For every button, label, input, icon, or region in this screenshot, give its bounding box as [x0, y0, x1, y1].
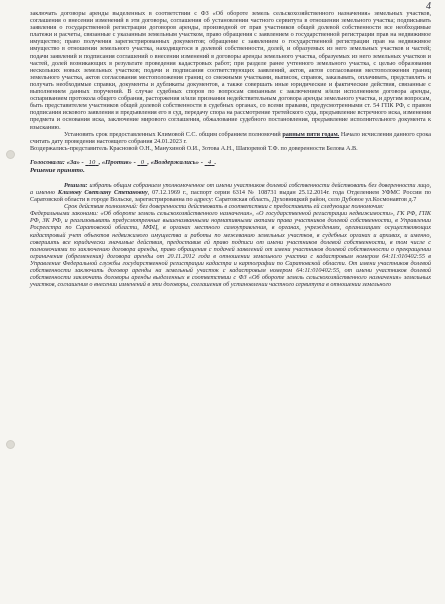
vote-label: Голосовали: [30, 158, 65, 166]
powers-continuation-paragraph: заключать договоры аренды выделенных в соответствии с ФЗ «Об обороте земель сельскохозяйственного назначения» земельных участков, соглашения о внесении изменений в эти договоры, соглашения об установлении частного сервитута в отношении земельного участка; подписывать заявления о государственной регистрации договоров аренды, производной от прав участников общей долевой собственности все необходимые платежи и расчеты, связанные с указанным земельным участком, право обращения с заявлением о государственной регистрации прав на недвижимое имущество; право получения зарегистрированных документов; обращение с заявлением о государственной регистрации прав на недвижимое имущество в отношении земельного участка, находящегося в долевой собственности, долей, и образуемых из него земельных участков и частей; подачи заявлений и подписания соглашений о внесении изменений в договоры аренды земельного участка, образуемых из него земельных участков и частей, долей возникающих в результате проведения кадастровых работ; при разделе ранее учтенного земельного участка, с целью образования нескольких новых земельных участков; подачи и подписания соответствующих заявлений, актов, актов согласования местоположения границ земельного участка, актов согласования местоположения границ со смежными участками, выписок, справок, заказывать, оплачивать, представлять и получать необходимые справки, документы и дубликаты документов, а также совершать иные юридические и фактические действия, связанные с выполнением данных поручений. В случае судебных споров по вопросам связанным с заключением и/или исполнением договора аренды, оспариванием протокола общего собрания, расторжения и/или признания недействительным договора аренды земельного участка, и другим вопросам, быть представителем участников общей долевой собственности в судебных органах, со всеми правами, предусмотренными ст. 54 ГПК РФ, с правом подписания искового заявления и предъявления его в суд, передачу спора на рассмотрение третейского суда, предъявление встречного иска, изменения предмета и основания иска, заключение мирового соглашения, обжалование судебного постановления, предъявление исполнительного документа к взысканию. [30, 10, 431, 131]
term-text-start: Установить срок предоставленных Климовой С.С. общим собранием полномочий [64, 130, 283, 138]
vote-abstain-count: 4 [207, 158, 212, 166]
powers-paragraph: Федеральными законами: «Об обороте земель сельскохозяйственного назначения», «О государственной регистрации недвижимости», ГК РФ, ГПК РФ, ЗК РФ, и реализовывать предусмотренные вышеназванными нормативными актами права участников долевой собственности, в Управлении Росреестра по Саратовской области, МФЦ, в органах местного самоуправления, в органах, учреждениях, организациях осуществляющих кадастровый учет объектов недвижимого имущества и работы по межеванию земельных участков, в судебных органах и архивах, и именно, совершить все юридически значимые действия, предоставив ей право подписи от имени участников долевой собственности, в том числе с полномочиями по заключению договора аренды, право обращения с подачей заявлений от имени участников долевой собственности о прекращении ограничения (обременения) договора аренды от 20.11.2012 года в отношении земельного участка с кадастровым номером 64:11:010402:55 в Управление Федеральной службы государственной регистрации кадастра и картографии по Саратовской области. От имени участников долевой собственности заключить договор аренды на земельный участок с кадастровым номером 64:11:010402:55, от имени участников долевой собственности заключать договоры аренды выделенных в соответствии с ФЗ «Об обороте земель сельскохозяйственного назначения» земельных участков, соглашения о внесении изменений в эти договоры, соглашения об установлении частного сервитута в отношении земельного [30, 210, 431, 289]
powers-heading: Срок действия полномочий: без доверенности действовать в соответствии с предоставить ей следующие полномочия: [64, 203, 384, 211]
page-number: 4 [426, 1, 431, 12]
resolution-text-start: избрать общим собранием уполномоченное от имени участников долевой собственности действовать без доверенности лицо, а именно [30, 181, 431, 196]
binding-holes [6, 0, 18, 604]
vote-against-count: 0 [140, 158, 145, 166]
binding-hole [6, 440, 15, 449]
vote-results: Голосовали: «За» - 10 , «Против» - 0 , «Воздержались» - 4 . [30, 158, 217, 166]
term-paragraph [30, 131, 431, 145]
vote-for-label: «За» [66, 158, 80, 166]
vote-abstain-label: «Воздержались» [150, 158, 200, 166]
decision-accepted: Решение принято. [30, 166, 85, 174]
term-duration: равным пяти годам. [282, 130, 340, 138]
abstained-note: Воздержались-представитель Красновой О.Н., Манухиной О.И., Зотова А.Н., Шапоревой Т.Ф. по доверенности Белова А.В. [30, 144, 358, 152]
authorized-person-name: Климову Светлану Степановну [57, 188, 148, 196]
binding-hole [6, 150, 15, 159]
resolution-label: Решили: [64, 181, 88, 189]
resolution-text-end: , 07.12.1969 г., паспорт серии 6314 № 108731 выдан 25.12.2014г. года Отделением УФМС России по Саратовской области в городе Вольске, зарегистрированна по адресу: Саратовская область, Духовницкий район, село Дубовое ул.Космонавтов д.7 [30, 188, 431, 204]
resolution-paragraph [30, 182, 431, 203]
vote-against-label: «Против» [101, 158, 132, 166]
term-text-end: Начало исчисления данного срока считать дату проведения настоящего собрания 24.01.2023 г. [30, 130, 431, 145]
vote-for-count: 10 [88, 158, 96, 166]
